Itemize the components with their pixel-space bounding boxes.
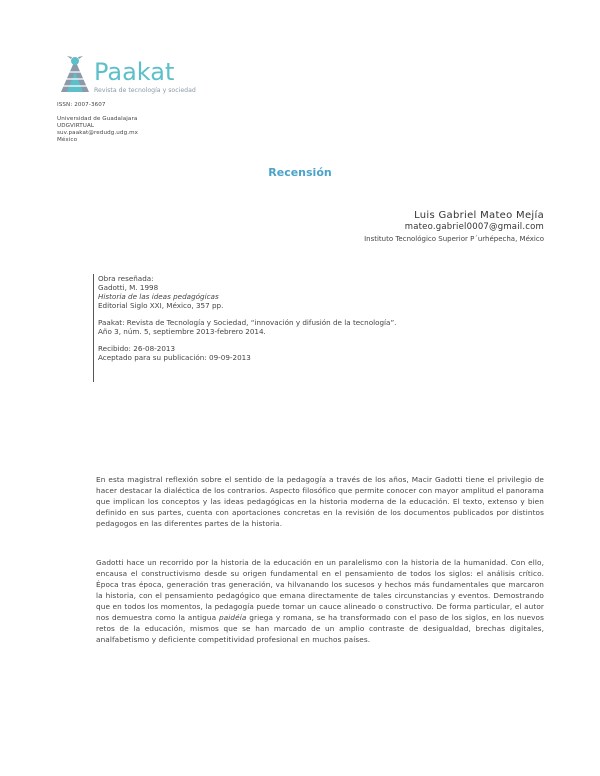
issn-label: ISSN: 2007-3607 (57, 102, 106, 108)
received-date: Recibido: 26-08-2013 (98, 344, 176, 353)
review-publisher: Editorial Siglo XXI, México, 357 pp. (98, 301, 224, 310)
journal-line: Paakat: Revista de Tecnología y Sociedad, “innovación y difusión de la tecnología”. (98, 318, 397, 327)
author-email: mateo.gabriel0007@gmail.com (404, 222, 544, 232)
paakat-logo (57, 52, 197, 100)
body-paragraph-2 (96, 557, 544, 645)
institution-block (57, 116, 138, 144)
section-title: Recensión (268, 166, 332, 179)
institution-line: Universidad de Guadalajara (57, 116, 138, 122)
logo-subtitle: Revista de tecnología y sociedad (94, 87, 196, 94)
pyramid-emblem-icon (61, 56, 89, 92)
paragraph-text: En esta magistral reflexión sobre el sentido de la pedagogía a través de los años, Macir Gadotti tiene el privilegio de hacer destacar la dialéctica de los contrarios. Aspecto filosófico que permite conocer con mayor amplitud el panorama que implican los conceptos y las ideas pedagógicas en la historia moderna de la educación. El texto, extenso y bien definido en sus partes, cuenta con aportaciones concretas en la revisión de los documentos publicados por distintos pedagogos en las diferentes partes de la historia. (96, 475, 544, 528)
review-author-year: Gadotti, M. 1998 (98, 283, 159, 292)
paragraph-text (96, 557, 544, 645)
institution-line: UDGVIRTUAL (57, 123, 95, 129)
paragraph-text-part: Gadotti hace un recorrido por la historia de la educación en un paralelismo con la historia de la humanidad. Con ello, encausa el constructivismo desde su origen fundamental en el pensamiento de todos los siglos: el análisis crítico. Época tras época, generación tras generación, va hilvanando los sucesos y hechos más fundamentales que marcaron la historia, con el pensamiento pedagógico que emana directamente de tales circunstancias y eventos. Demostrando que en todos los momentos, la pedagogía puede tomar un cauce alineado o constructivo. De forma particular, el autor nos demuestra como la antigua (96, 558, 544, 622)
review-work-title-text: Historia de las ideas pedagógicas (98, 292, 219, 301)
author-name: Luis Gabriel Mateo Mejía (414, 210, 544, 221)
review-info-box (93, 274, 398, 382)
paakat-logo-graphic (57, 52, 197, 100)
review-label: Obra reseñada: (98, 274, 154, 283)
journal-issue: Año 3, núm. 5, septiembre 2013-febrero 2014. (98, 327, 266, 336)
institution-line: México (57, 137, 78, 143)
author-affiliation: Instituto Tecnológico Superior P´urhépecha, México (364, 235, 544, 243)
body-paragraph-1 (96, 474, 544, 529)
institution-email: suv.paakat@redudg.udg.mx (57, 130, 139, 136)
accepted-date: Aceptado para su publicación: 09-09-2013 (98, 353, 251, 362)
author-block (364, 210, 544, 243)
review-work-title (98, 292, 398, 301)
logo-wordmark: Paakat (94, 58, 175, 86)
paragraph-italic-term: paidéia (219, 613, 247, 622)
paragraph-text-part: griega y romana, se ha transformado con el paso de los siglos, en los nuevos retos de la educación, mismos que se han marcado de un amplio contraste de desigualdad, brechas digitales, analfabetismo y deficiente competitividad profesional en muchos países. (96, 613, 545, 644)
